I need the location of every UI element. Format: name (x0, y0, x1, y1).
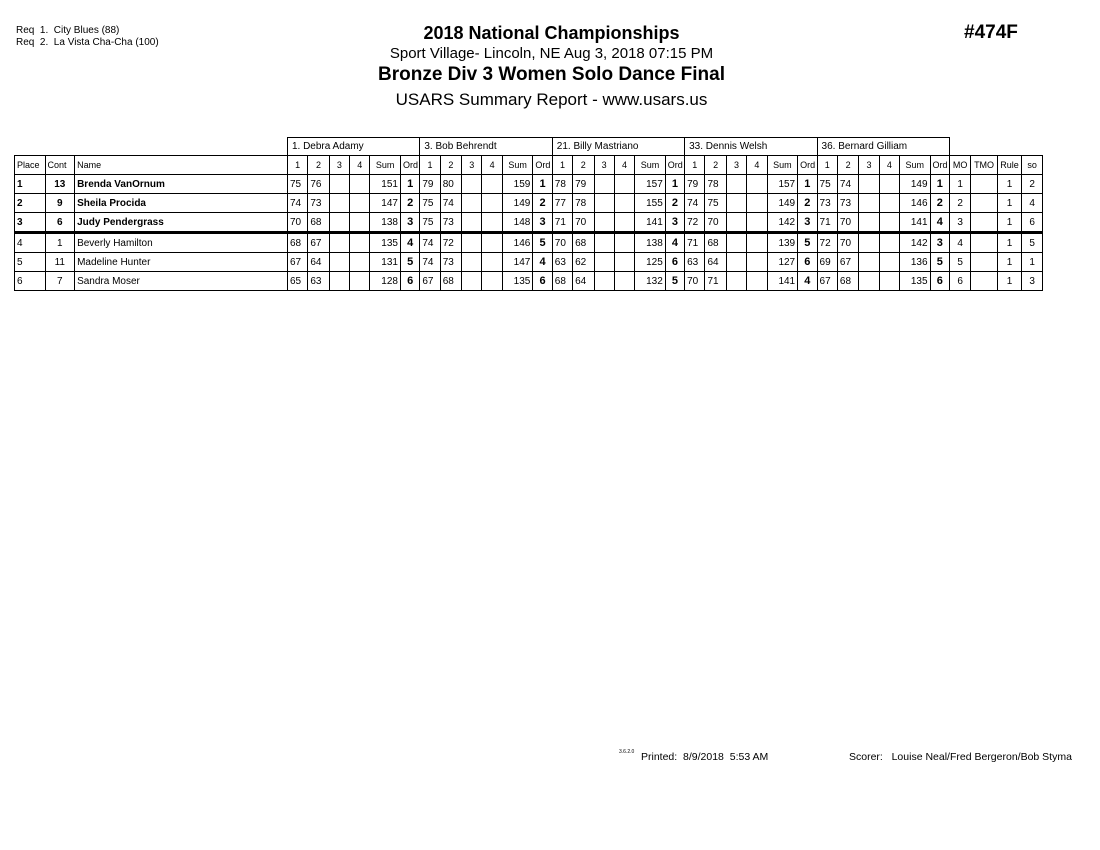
so-cell: 5 (1022, 233, 1043, 253)
col-header-score-3: 3 (329, 156, 349, 175)
result-row (15, 253, 1043, 272)
scorer-names: Scorer: Louise Neal/Fred Bergeron/Bob Styma (849, 751, 1072, 763)
result-row (15, 213, 1043, 233)
score-4-cell (482, 272, 502, 291)
col-header-score-2: 2 (308, 156, 329, 175)
col-header-sum: Sum (767, 156, 798, 175)
col-header-score-4: 4 (482, 156, 502, 175)
ordinal-cell: 4 (930, 213, 949, 233)
championship-title: 2018 National Championships (423, 23, 680, 43)
score-sum-cell: 141 (635, 213, 666, 233)
score-sum-cell: 135 (502, 272, 533, 291)
score-1-cell: 68 (287, 233, 307, 253)
score-sum-cell: 148 (502, 213, 533, 233)
score-sum-cell: 136 (900, 253, 931, 272)
ordinal-cell: 5 (400, 253, 419, 272)
score-3-cell (594, 194, 614, 213)
place-cell: 4 (15, 233, 46, 253)
place-cell: 5 (15, 253, 46, 272)
so-cell: 4 (1022, 194, 1043, 213)
venue-date: Sport Village- Lincoln, NE Aug 3, 2018 07:15 PM (389, 45, 714, 62)
result-row (15, 194, 1043, 213)
score-2-cell: 62 (573, 253, 594, 272)
tmo-cell (971, 194, 997, 213)
score-sum-cell: 125 (635, 253, 666, 272)
ordinal-cell: 4 (665, 233, 684, 253)
contestant-number-cell: 11 (45, 253, 75, 272)
contestant-number-cell: 7 (45, 272, 75, 291)
score-3-cell (594, 272, 614, 291)
col-header-ord: Ord (533, 156, 552, 175)
score-1-cell: 63 (552, 253, 572, 272)
col-header-mo: MO (949, 156, 970, 175)
score-sum-cell: 147 (370, 194, 401, 213)
rule-cell: 1 (997, 233, 1021, 253)
col-header-ord: Ord (930, 156, 949, 175)
score-3-cell (462, 213, 482, 233)
col-header-place: Place (15, 156, 46, 175)
col-header-score-4: 4 (747, 156, 767, 175)
score-3-cell (329, 233, 349, 253)
score-4-cell (614, 253, 634, 272)
score-2-cell: 68 (308, 213, 329, 233)
score-2-cell: 68 (705, 233, 726, 253)
mo-cell: 2 (949, 194, 970, 213)
score-sum-cell: 149 (900, 175, 931, 194)
place-cell: 6 (15, 272, 46, 291)
col-header-score-1: 1 (287, 156, 307, 175)
col-header-sum: Sum (502, 156, 533, 175)
rule-cell: 1 (997, 272, 1021, 291)
score-2-cell: 74 (440, 194, 461, 213)
score-1-cell: 69 (817, 253, 837, 272)
score-4-cell (747, 194, 767, 213)
score-4-cell (879, 253, 899, 272)
ordinal-cell: 6 (665, 253, 684, 272)
score-3-cell (594, 213, 614, 233)
score-4-cell (747, 253, 767, 272)
score-2-cell: 73 (440, 253, 461, 272)
contestant-number-cell: 9 (45, 194, 75, 213)
score-3-cell (462, 272, 482, 291)
score-4-cell (614, 233, 634, 253)
score-4-cell (614, 213, 634, 233)
result-row (15, 233, 1043, 253)
column-header-row (15, 156, 1043, 175)
judge-4-name: 33. Dennis Welsh (685, 138, 817, 156)
rule-cell: 1 (997, 213, 1021, 233)
col-header-sum: Sum (900, 156, 931, 175)
ordinal-cell: 5 (930, 253, 949, 272)
score-1-cell: 73 (817, 194, 837, 213)
score-2-cell: 80 (440, 175, 461, 194)
score-1-cell: 74 (685, 194, 705, 213)
score-1-cell: 70 (685, 272, 705, 291)
score-4-cell (747, 175, 767, 194)
score-sum-cell: 146 (900, 194, 931, 213)
score-4-cell (350, 194, 370, 213)
score-1-cell: 79 (420, 175, 440, 194)
score-sum-cell: 138 (370, 213, 401, 233)
score-1-cell: 63 (685, 253, 705, 272)
ordinal-cell: 6 (533, 272, 552, 291)
ordinal-cell: 2 (400, 194, 419, 213)
ordinal-cell: 6 (930, 272, 949, 291)
score-3-cell (726, 175, 746, 194)
skater-name-cell: Sandra Moser (75, 272, 288, 291)
col-header-score-1: 1 (685, 156, 705, 175)
score-3-cell (859, 233, 879, 253)
ordinal-cell: 3 (930, 233, 949, 253)
requirement-2: Req 2. La Vista Cha-Cha (100) (16, 37, 159, 48)
rule-cell: 1 (997, 253, 1021, 272)
skater-name-cell: Brenda VanOrnum (75, 175, 288, 194)
score-2-cell: 73 (440, 213, 461, 233)
score-sum-cell: 157 (767, 175, 798, 194)
score-sum-cell: 147 (502, 253, 533, 272)
score-3-cell (859, 272, 879, 291)
score-4-cell (747, 272, 767, 291)
judge-1-name: 1. Debra Adamy (287, 138, 419, 156)
col-header-sum: Sum (635, 156, 666, 175)
score-sum-cell: 138 (635, 233, 666, 253)
score-3-cell (726, 233, 746, 253)
score-4-cell (614, 272, 634, 291)
score-2-cell: 68 (440, 272, 461, 291)
col-header-score-2: 2 (573, 156, 594, 175)
tmo-cell (971, 175, 997, 194)
ordinal-cell: 4 (798, 272, 817, 291)
score-sum-cell: 139 (767, 233, 798, 253)
col-header-tmo: TMO (971, 156, 997, 175)
score-1-cell: 67 (817, 272, 837, 291)
score-2-cell: 78 (705, 175, 726, 194)
place-cell: 3 (15, 213, 46, 233)
score-2-cell: 68 (573, 233, 594, 253)
so-cell: 2 (1022, 175, 1043, 194)
score-2-cell: 64 (308, 253, 329, 272)
score-1-cell: 75 (420, 194, 440, 213)
score-1-cell: 75 (287, 175, 307, 194)
ordinal-cell: 2 (665, 194, 684, 213)
col-header-ord: Ord (798, 156, 817, 175)
score-4-cell (350, 233, 370, 253)
score-4-cell (879, 213, 899, 233)
score-sum-cell: 128 (370, 272, 401, 291)
score-sum-cell: 149 (502, 194, 533, 213)
score-4-cell (350, 253, 370, 272)
software-version: 3.6.2.0 (619, 749, 635, 755)
tmo-cell (971, 253, 997, 272)
so-cell: 6 (1022, 213, 1043, 233)
score-1-cell: 71 (685, 233, 705, 253)
score-4-cell (350, 272, 370, 291)
score-3-cell (329, 253, 349, 272)
ordinal-cell: 1 (665, 175, 684, 194)
tmo-cell (971, 272, 997, 291)
score-4-cell (879, 233, 899, 253)
col-header-cont: Cont (45, 156, 75, 175)
score-4-cell (747, 213, 767, 233)
col-header-ord: Ord (665, 156, 684, 175)
score-2-cell: 64 (573, 272, 594, 291)
ordinal-cell: 4 (400, 233, 419, 253)
score-3-cell (462, 194, 482, 213)
place-cell: 1 (15, 175, 46, 194)
score-1-cell: 71 (817, 213, 837, 233)
score-3-cell (329, 175, 349, 194)
score-sum-cell: 132 (635, 272, 666, 291)
score-3-cell (859, 175, 879, 194)
ordinal-cell: 3 (665, 213, 684, 233)
score-1-cell: 67 (287, 253, 307, 272)
score-4-cell (614, 194, 634, 213)
so-cell: 3 (1022, 272, 1043, 291)
score-sum-cell: 142 (900, 233, 931, 253)
ordinal-cell: 6 (798, 253, 817, 272)
score-1-cell: 74 (420, 233, 440, 253)
score-sum-cell: 146 (502, 233, 533, 253)
score-3-cell (462, 175, 482, 194)
score-2-cell: 68 (837, 272, 858, 291)
score-3-cell (594, 175, 614, 194)
ordinal-cell: 1 (400, 175, 419, 194)
score-1-cell: 75 (817, 175, 837, 194)
score-sum-cell: 142 (767, 213, 798, 233)
col-header-so: so (1022, 156, 1043, 175)
mo-cell: 6 (949, 272, 970, 291)
col-header-score-2: 2 (837, 156, 858, 175)
score-sum-cell: 151 (370, 175, 401, 194)
score-1-cell: 72 (817, 233, 837, 253)
score-1-cell: 75 (420, 213, 440, 233)
mo-cell: 4 (949, 233, 970, 253)
ordinal-cell: 6 (400, 272, 419, 291)
score-2-cell: 74 (837, 175, 858, 194)
score-2-cell: 72 (440, 233, 461, 253)
score-4-cell (747, 233, 767, 253)
judge-3-name: 21. Billy Mastriano (552, 138, 684, 156)
score-4-cell (482, 253, 502, 272)
mo-cell: 3 (949, 213, 970, 233)
score-4-cell (482, 194, 502, 213)
judge-2-name: 3. Bob Behrendt (420, 138, 552, 156)
score-2-cell: 64 (705, 253, 726, 272)
ordinal-cell: 3 (533, 213, 552, 233)
so-cell: 1 (1022, 253, 1043, 272)
skater-name-cell: Madeline Hunter (75, 253, 288, 272)
score-sum-cell: 135 (900, 272, 931, 291)
score-3-cell (462, 253, 482, 272)
score-4-cell (350, 175, 370, 194)
skater-name-cell: Judy Pendergrass (75, 213, 288, 233)
contestant-number-cell: 1 (45, 233, 75, 253)
score-2-cell: 63 (308, 272, 329, 291)
ordinal-cell: 3 (400, 213, 419, 233)
ordinal-cell: 5 (665, 272, 684, 291)
col-header-name: Name (75, 156, 288, 175)
score-1-cell: 77 (552, 194, 572, 213)
contestant-number-cell: 13 (45, 175, 75, 194)
score-4-cell (879, 175, 899, 194)
ordinal-cell: 5 (798, 233, 817, 253)
col-header-score-4: 4 (350, 156, 370, 175)
score-2-cell: 70 (573, 213, 594, 233)
event-number: #474F (964, 22, 1018, 43)
score-sum-cell: 141 (767, 272, 798, 291)
col-header-score-1: 1 (420, 156, 440, 175)
ordinal-cell: 1 (798, 175, 817, 194)
score-3-cell (594, 233, 614, 253)
mo-cell: 5 (949, 253, 970, 272)
score-4-cell (350, 213, 370, 233)
col-header-score-1: 1 (817, 156, 837, 175)
report-title: USARS Summary Report - www.usars.us (395, 90, 708, 109)
score-1-cell: 78 (552, 175, 572, 194)
col-header-score-4: 4 (879, 156, 899, 175)
score-4-cell (879, 272, 899, 291)
col-header-score-3: 3 (726, 156, 746, 175)
score-4-cell (482, 233, 502, 253)
score-2-cell: 67 (308, 233, 329, 253)
score-1-cell: 67 (420, 272, 440, 291)
score-4-cell (482, 213, 502, 233)
col-header-score-2: 2 (705, 156, 726, 175)
score-2-cell: 78 (573, 194, 594, 213)
score-3-cell (329, 272, 349, 291)
result-row (15, 272, 1043, 291)
score-1-cell: 74 (420, 253, 440, 272)
score-3-cell (329, 213, 349, 233)
col-header-score-4: 4 (614, 156, 634, 175)
score-2-cell: 67 (837, 253, 858, 272)
score-sum-cell: 141 (900, 213, 931, 233)
score-1-cell: 70 (552, 233, 572, 253)
score-1-cell: 65 (287, 272, 307, 291)
score-2-cell: 70 (705, 213, 726, 233)
judge-header-row (15, 138, 1043, 156)
results-body (15, 138, 1043, 291)
score-2-cell: 71 (705, 272, 726, 291)
event-title: Bronze Div 3 Women Solo Dance Final (378, 64, 725, 85)
score-2-cell: 73 (837, 194, 858, 213)
score-1-cell: 71 (552, 213, 572, 233)
score-1-cell: 70 (287, 213, 307, 233)
col-header-rule: Rule (997, 156, 1021, 175)
tmo-cell (971, 213, 997, 233)
score-3-cell (726, 194, 746, 213)
score-sum-cell: 131 (370, 253, 401, 272)
ordinal-cell: 2 (930, 194, 949, 213)
score-3-cell (726, 272, 746, 291)
score-sum-cell: 135 (370, 233, 401, 253)
score-4-cell (482, 175, 502, 194)
score-2-cell: 73 (308, 194, 329, 213)
skater-name-cell: Sheila Procida (75, 194, 288, 213)
skater-name-cell: Beverly Hamilton (75, 233, 288, 253)
ordinal-cell: 4 (533, 253, 552, 272)
score-1-cell: 72 (685, 213, 705, 233)
ordinal-cell: 1 (533, 175, 552, 194)
score-1-cell: 68 (552, 272, 572, 291)
score-sum-cell: 127 (767, 253, 798, 272)
score-3-cell (859, 253, 879, 272)
score-3-cell (329, 194, 349, 213)
score-1-cell: 79 (685, 175, 705, 194)
ordinal-cell: 2 (533, 194, 552, 213)
score-3-cell (462, 233, 482, 253)
rule-cell: 1 (997, 194, 1021, 213)
score-4-cell (879, 194, 899, 213)
score-1-cell: 74 (287, 194, 307, 213)
ordinal-cell: 1 (930, 175, 949, 194)
score-2-cell: 75 (705, 194, 726, 213)
score-3-cell (726, 213, 746, 233)
judge-5-name: 36. Bernard Gilliam (817, 138, 949, 156)
mo-cell: 1 (949, 175, 970, 194)
tmo-cell (971, 233, 997, 253)
col-header-sum: Sum (370, 156, 401, 175)
score-3-cell (859, 194, 879, 213)
score-2-cell: 70 (837, 233, 858, 253)
score-sum-cell: 155 (635, 194, 666, 213)
col-header-score-3: 3 (859, 156, 879, 175)
results-table (14, 137, 1043, 291)
col-header-score-1: 1 (552, 156, 572, 175)
printed-timestamp: Printed: 8/9/2018 5:53 AM (641, 751, 769, 763)
result-row (15, 175, 1043, 194)
ordinal-cell: 3 (798, 213, 817, 233)
score-sum-cell: 149 (767, 194, 798, 213)
score-2-cell: 76 (308, 175, 329, 194)
ordinal-cell: 5 (533, 233, 552, 253)
col-header-score-3: 3 (594, 156, 614, 175)
score-4-cell (614, 175, 634, 194)
place-cell: 2 (15, 194, 46, 213)
score-3-cell (726, 253, 746, 272)
score-sum-cell: 157 (635, 175, 666, 194)
ordinal-cell: 2 (798, 194, 817, 213)
col-header-score-2: 2 (440, 156, 461, 175)
col-header-score-3: 3 (462, 156, 482, 175)
rule-cell: 1 (997, 175, 1021, 194)
col-header-ord: Ord (400, 156, 419, 175)
score-3-cell (594, 253, 614, 272)
score-sum-cell: 159 (502, 175, 533, 194)
contestant-number-cell: 6 (45, 213, 75, 233)
score-2-cell: 79 (573, 175, 594, 194)
score-2-cell: 70 (837, 213, 858, 233)
requirement-1: Req 1. City Blues (88) (16, 25, 120, 36)
score-3-cell (859, 213, 879, 233)
